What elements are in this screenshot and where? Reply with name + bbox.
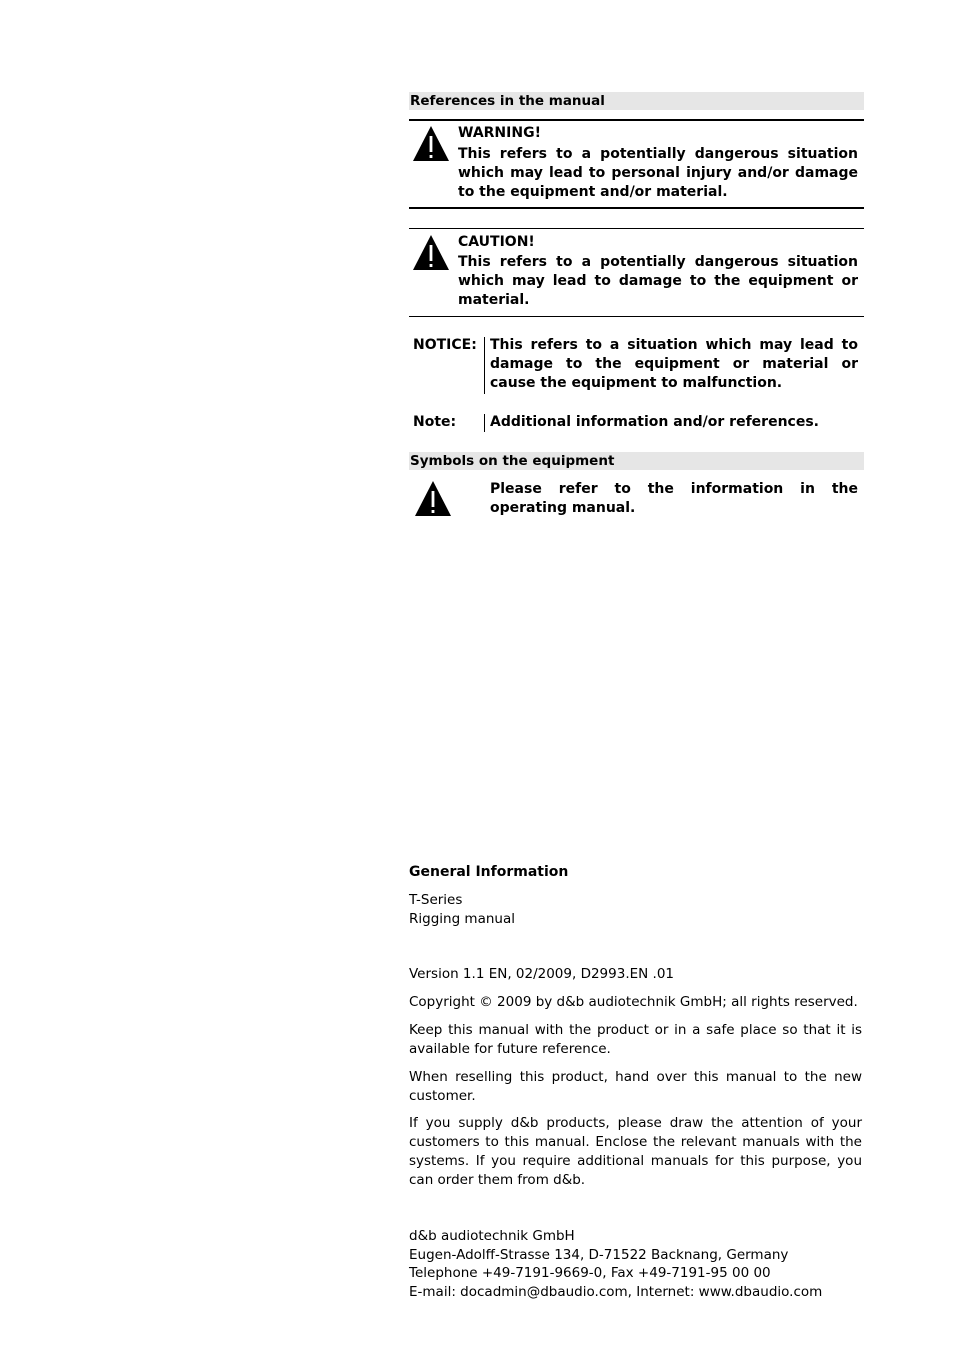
general-info-heading: General Information bbox=[409, 864, 569, 880]
keep-manual-paragraph: Keep this manual with the product or in a safe place so that it is available for future reference. bbox=[409, 1022, 862, 1057]
note-text: Additional information and/or references. bbox=[490, 414, 819, 430]
symbols-text: Please refer to the information in the operating manual. bbox=[490, 481, 858, 516]
warning-bottom-rule bbox=[409, 207, 864, 209]
warning-title: WARNING! bbox=[458, 125, 541, 141]
symbols-heading: Symbols on the equipment bbox=[409, 452, 864, 470]
equipment-warning-triangle-icon bbox=[414, 480, 452, 517]
caution-top-rule bbox=[409, 228, 864, 229]
warning-top-rule bbox=[409, 119, 864, 121]
reselling-paragraph: When reselling this product, hand over this manual to the new customer. bbox=[409, 1069, 862, 1104]
caution-title: CAUTION! bbox=[458, 234, 535, 250]
product-manual-type: Rigging manual bbox=[409, 911, 515, 927]
supply-paragraph: If you supply d&b products, please draw the attention of your customers to this manual. Enclose the relevant manuals with the systems. If you require additional manuals for this purpose, you can order them from d&b. bbox=[409, 1115, 862, 1188]
references-heading: References in the manual bbox=[409, 92, 864, 110]
version-line: Version 1.1 EN, 02/2009, D2993.EN .01 bbox=[409, 966, 675, 982]
warning-text: This refers to a potentially dangerous situation which may lead to personal injury and/or damage to the equipment and/or material. bbox=[458, 146, 858, 200]
caution-bottom-rule bbox=[409, 316, 864, 317]
caution-triangle-icon bbox=[412, 234, 450, 271]
copyright-line: Copyright © 2009 by d&b audiotechnik GmbH; all rights reserved. bbox=[409, 994, 858, 1010]
note-divider bbox=[484, 414, 485, 432]
company-address: Eugen-Adolff-Strasse 134, D-71522 Backnang, Germany bbox=[409, 1247, 789, 1263]
company-email: E-mail: docadmin@dbaudio.com, Internet: www.dbaudio.com bbox=[409, 1284, 823, 1300]
product-series: T-Series bbox=[409, 892, 463, 908]
notice-text: This refers to a situation which may lead to damage to the equipment or material or cause the equipment to malfunction. bbox=[490, 337, 858, 391]
notice-label: NOTICE: bbox=[413, 337, 477, 353]
company-name: d&b audiotechnik GmbH bbox=[409, 1228, 575, 1244]
company-phone: Telephone +49-7191-9669-0, Fax +49-7191-95 00 00 bbox=[409, 1265, 771, 1281]
warning-triangle-icon bbox=[412, 125, 450, 162]
note-label: Note: bbox=[413, 414, 457, 430]
notice-divider bbox=[484, 337, 485, 394]
caution-text: This refers to a potentially dangerous situation which may lead to damage to the equipment or material. bbox=[458, 254, 858, 308]
